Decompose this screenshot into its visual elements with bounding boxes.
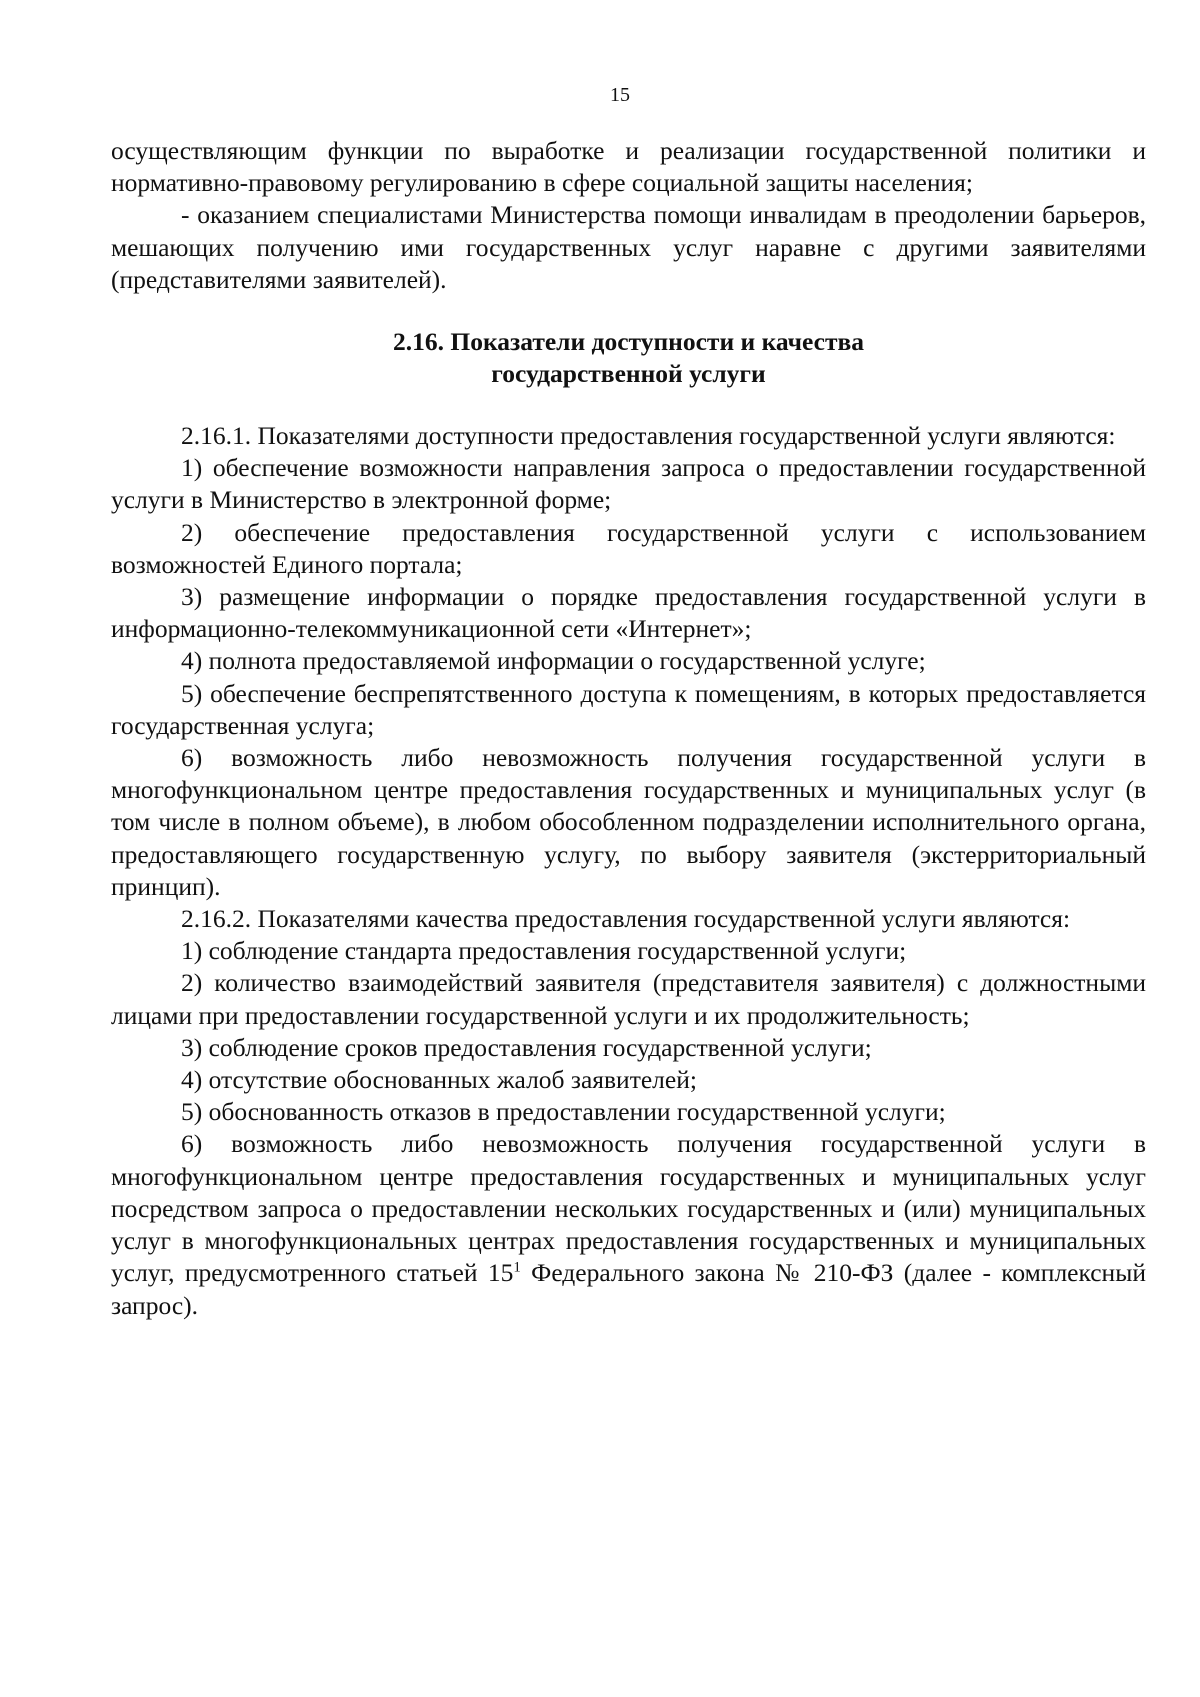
list-item: 3) размещение информации о порядке предоставления государственной услуги в информационно-телекоммуникационной сети «Интернет»; xyxy=(111,582,1146,644)
paragraph-continuation: осуществляющим функции по выработке и реализации государственной политики и нормативно-правовому регулированию в сфере социальной защиты населения; xyxy=(111,136,1146,198)
list-item: 1) соблюдение стандарта предоставления государственной услуги; xyxy=(181,936,907,966)
list-item-text: 6) возможность либо невозможность получения государственной услуги в многофункциональном центре предоставления государственных и муниципальных услуг посредством запроса о предоставлении нескольких государственных и (или) муниципальных услуг в многофункциональных центрах предоставления государственных и муниципальных услуг, предусмотренного статьей 15 xyxy=(111,1129,1146,1288)
list-item: 2) количество взаимодействий заявителя (представителя заявителя) с должностными лицами при предоставлении государственной услуги и их продолжительность; xyxy=(111,968,1146,1030)
superscript: 1 xyxy=(513,1259,521,1276)
page-number: 15 xyxy=(610,84,630,106)
section-heading xyxy=(111,326,1146,390)
list-item: 4) отсутствие обоснованных жалоб заявителей; xyxy=(181,1065,697,1095)
paragraph-bullet: - оказанием специалистами Министерства помощи инвалидам в преодолении барьеров, мешающих получению ими государственных услуг наравне с другими заявителями (представителями заявителей). xyxy=(111,200,1146,294)
list-item: 3) соблюдение сроков предоставления государственной услуги; xyxy=(181,1032,872,1062)
list-item-text-end: Федерального закона № 210-ФЗ (далее - комплексный запрос). xyxy=(111,1258,1146,1320)
list-item: 1) обеспечение возможности направления запроса о предоставлении государственной услуги в Министерство в электронной форме; xyxy=(111,453,1146,515)
list-item: 5) обеспечение беспрепятственного доступа к помещениям, в которых предоставляется государственная услуга; xyxy=(111,678,1146,740)
list-item: 4) полнота предоставляемой информации о государственной услуге; xyxy=(181,646,926,676)
list-item: 5) обоснованность отказов в предоставлении государственной услуги; xyxy=(181,1097,946,1127)
list-item: 6) возможность либо невозможность получения государственной услуги в многофункциональном центре предоставления государственных и муниципальных услуг (в том числе в полном объеме), в любом обособленном подразделении исполнительного органа, предоставляющего государственную услугу, по выбору заявителя (экстерриториальный принцип). xyxy=(111,743,1146,901)
section-heading-line-2: государственной услуги xyxy=(491,359,766,389)
subsection-intro-quality: 2.16.2. Показателями качества предоставления государственной услуги являются: xyxy=(181,904,1071,934)
subsection-intro-availability: 2.16.1. Показателями доступности предоставления государственной услуги являются: xyxy=(181,421,1116,451)
list-item-last xyxy=(111,1128,1146,1321)
section-heading-line-1: 2.16. Показатели доступности и качества xyxy=(392,327,864,357)
document-body xyxy=(111,135,1146,1322)
list-item: 2) обеспечение предоставления государственной услуги с использованием возможностей Единого портала; xyxy=(111,517,1146,579)
